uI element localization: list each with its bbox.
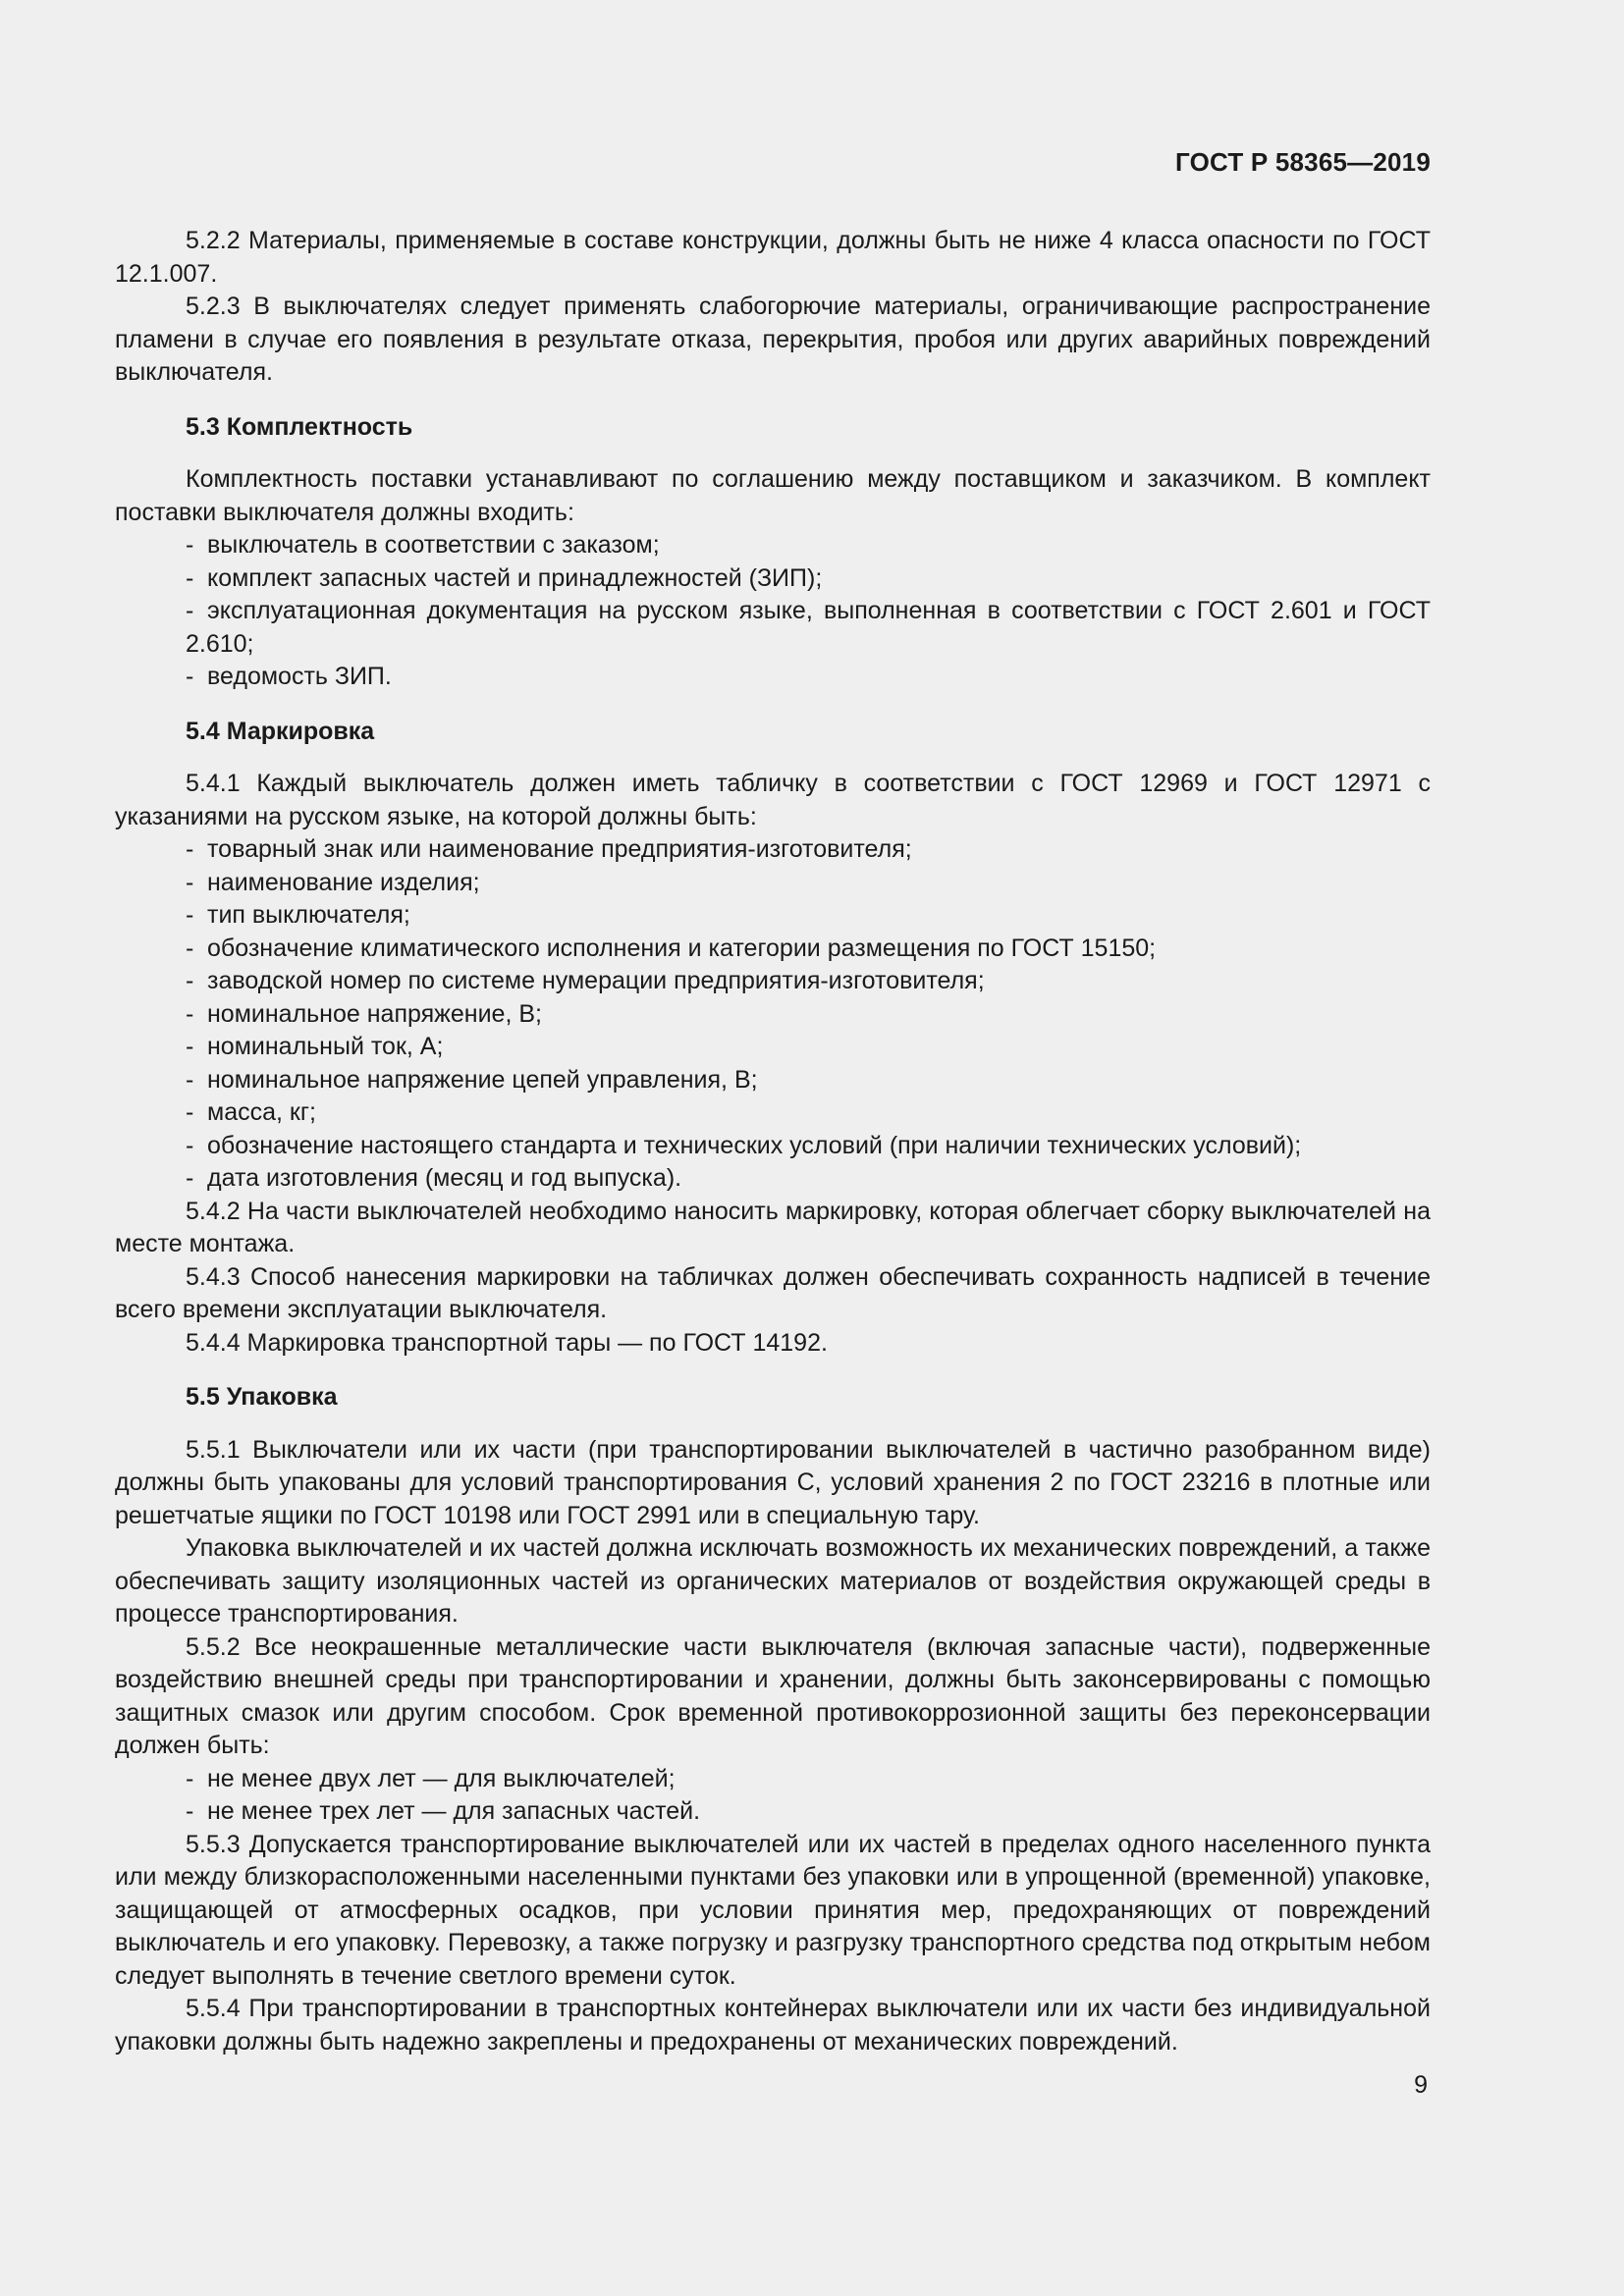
list-item-text: товарный знак или наименование предприятия-изготовителя; (207, 835, 912, 863)
list-bullet: - (186, 1065, 194, 1094)
list-item (115, 933, 1431, 966)
paragraph: 5.2.3 В выключателях следует применять слабогорючие материалы, ограничивающие распространение пламени в случае его появления в результате отказа, перекрытия, пробоя или других аварийных повреждений выключателя. (115, 293, 1431, 386)
document-body (115, 225, 1431, 2058)
list-item (115, 1031, 1431, 1064)
list-item-text: выключатель в соответствии с заказом; (207, 531, 660, 559)
list-item-text: масса, кг; (207, 1098, 316, 1126)
list-item-text: наименование изделия; (207, 868, 480, 896)
list-item (115, 529, 1431, 562)
list-bullet: - (186, 1131, 194, 1159)
paragraph: 5.5.1 Выключатели или их части (при транспортировании выключателей в частично разобранном виде) должны быть упакованы для условий транспортирования С, условий хранения 2 по ГОСТ 23216 в плотные или решетчатые ящики по ГОСТ 10198 или ГОСТ 2991 или в специальную тару. (115, 1435, 1431, 1529)
paragraph: 5.4.4 Маркировка транспортной тары — по ГОСТ 14192. (186, 1328, 828, 1357)
section-heading: 5.3 Комплектность (186, 412, 413, 441)
section-heading: 5.4 Маркировка (186, 717, 375, 745)
list-item-text: эксплуатационная документация на русском языке, выполненная в соответствии с ГОСТ 2.601 и ГОСТ 2.610; (186, 597, 1431, 658)
list-item (115, 965, 1431, 998)
list-item (115, 1162, 1431, 1196)
page-number: 9 (1414, 2071, 1428, 2099)
list-item (115, 833, 1431, 867)
list-item-text: дата изготовления (месяц и год выпуска). (207, 1164, 682, 1192)
list-item-text: ведомость ЗИП. (207, 663, 392, 690)
list-item-text: тип выключателя; (207, 901, 410, 929)
list-bullet: - (186, 1098, 194, 1126)
list-item-text: обозначение настоящего стандарта и технических условий (при наличии технических условий); (207, 1131, 1302, 1159)
section-heading: 5.5 Упаковка (186, 1383, 338, 1411)
list-bullet: - (186, 1797, 194, 1825)
list-item (115, 1795, 1431, 1829)
paragraph: Упаковка выключателей и их частей должна исключать возможность их механических повреждений, а также обеспечивать защиту изоляционных частей из органических материалов от воздействия окружающей среды в процессе транспортирования. (115, 1534, 1431, 1628)
paragraph: 5.4.3 Способ нанесения маркировки на табличках должен обеспечивать сохранность надписей в течение всего времени эксплуатации выключателя. (115, 1262, 1431, 1323)
list-bullet: - (186, 967, 194, 994)
list-bullet: - (186, 531, 194, 559)
list-bullet: - (186, 1764, 194, 1792)
list-bullet: - (186, 1033, 194, 1060)
list-bullet: - (186, 597, 194, 624)
list-item (115, 998, 1431, 1032)
paragraph: 5.5.2 Все неокрашенные металлические части выключателя (включая запасные части), подверженные воздействию внешней среды при транспортировании и хранении, должны быть законсервированы с помощью защитных смазок или другим способом. Срок временной противокоррозионной защиты без переконсервации должен быть: (115, 1632, 1431, 1759)
list-item (115, 661, 1431, 694)
paragraph: 5.4.1 Каждый выключатель должен иметь табличку в соответствии с ГОСТ 12969 и ГОСТ 12971 с указаниями на русском языке, на которой должны быть: (115, 770, 1431, 830)
list-bullet: - (186, 934, 194, 962)
list-item-text: номинальное напряжение, В; (207, 999, 542, 1028)
document-header: ГОСТ Р 58365—2019 (1175, 147, 1431, 177)
list-item (115, 1096, 1431, 1130)
list-item (115, 595, 1431, 661)
list-item-text: не менее трех лет — для запасных частей. (207, 1797, 701, 1825)
list-item (115, 1064, 1431, 1097)
list-item (115, 562, 1431, 596)
list-bullet: - (186, 1164, 194, 1192)
paragraph: 5.4.2 На части выключателей необходимо наносить маркировку, которая облегчает сборку выключателей на месте монтажа. (115, 1197, 1431, 1257)
list-item-text: комплект запасных частей и принадлежностей (ЗИП); (207, 563, 823, 592)
paragraph: 5.2.2 Материалы, применяемые в составе конструкции, должны быть не ниже 4 класса опасности по ГОСТ 12.1.007. (115, 227, 1431, 288)
list-item (115, 1763, 1431, 1796)
paragraph: 5.5.3 Допускается транспортирование выключателей или их частей в пределах одного населенного пункта или между близкорасположенными населенными пунктами без упаковки или в упрощенной (временной) упаковке, защищающей от атмосферных осадков, при условии принятия мер, предохраняющих от повреждений выключатель и его упаковку. Перевозку, а также погрузку и разгрузку транспортного средства под открытым небом следует выполнять в течение светлого времени суток. (115, 1830, 1431, 1990)
list-bullet: - (186, 663, 194, 690)
list-bullet: - (186, 835, 194, 863)
list-item (115, 1130, 1431, 1163)
list-bullet: - (186, 999, 194, 1028)
list-item-text: заводской номер по системе нумерации предприятия-изготовителя; (207, 967, 985, 994)
paragraph: Комплектность поставки устанавливают по соглашению между поставщиком и заказчиком. В комплект поставки выключателя должны входить: (115, 465, 1431, 526)
list-bullet: - (186, 563, 194, 592)
list-item-text: номинальное напряжение цепей управления, В; (207, 1065, 758, 1094)
list-item-text: номинальный ток, А; (207, 1033, 444, 1060)
list-item-text: обозначение климатического исполнения и категории размещения по ГОСТ 15150; (207, 934, 1157, 962)
list-bullet: - (186, 868, 194, 896)
list-bullet: - (186, 901, 194, 929)
list-item (115, 899, 1431, 933)
list-item-text: не менее двух лет — для выключателей; (207, 1764, 676, 1792)
list-item (115, 867, 1431, 900)
paragraph: 5.5.4 При транспортировании в транспортных контейнерах выключатели или их части без индивидуальной упаковки должны быть надежно закреплены и предохранены от механических повреждений. (115, 1995, 1431, 2056)
